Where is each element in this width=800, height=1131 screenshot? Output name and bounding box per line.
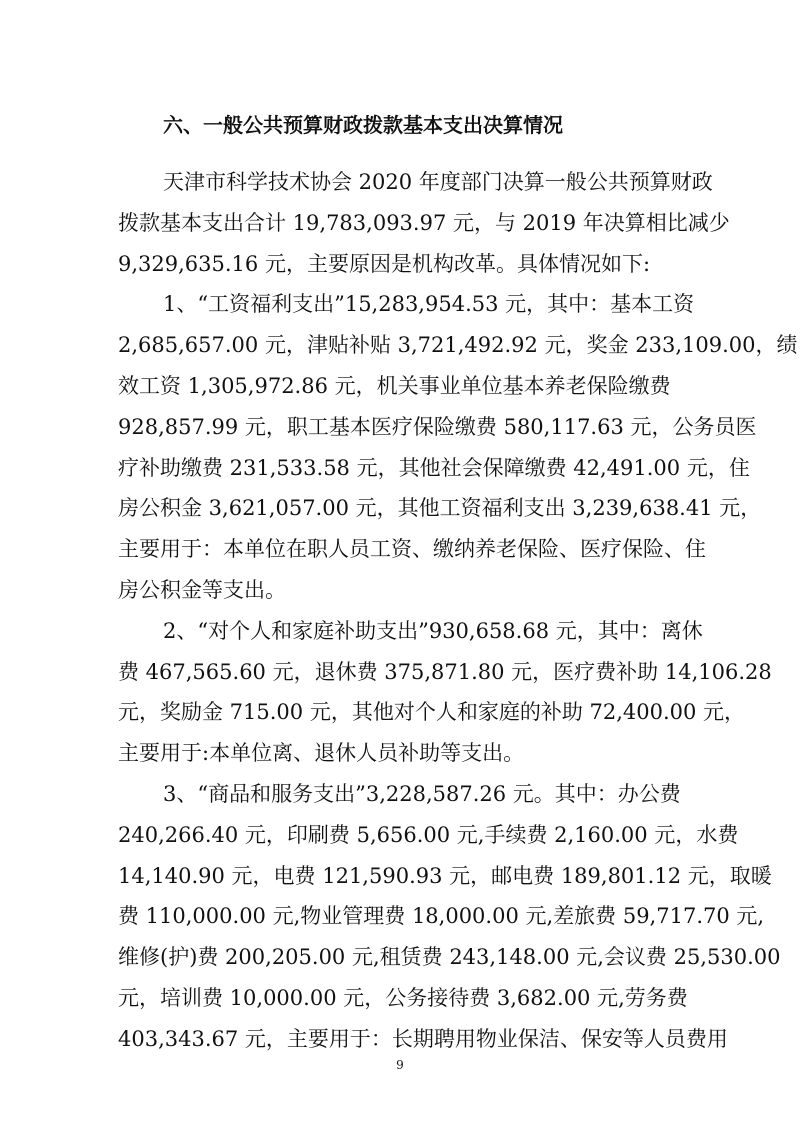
paragraph-salary-welfare bbox=[118, 284, 798, 610]
text-line: 928,857.99 元，职工基本医疗保险缴费 580,117.63 元，公务员医 bbox=[118, 414, 757, 439]
text-line: 效工资 1,305,972.86 元，机关事业单位基本养老保险缴费 bbox=[118, 373, 671, 398]
paragraph-goods-services bbox=[118, 774, 781, 1060]
section-heading: 六、一般公共预算财政拨款基本支出决算情况 bbox=[163, 113, 563, 137]
text-line: 天津市科学技术协会 2020 年度部门决算一般公共预算财政 bbox=[163, 170, 713, 194]
paragraph-household-subsidy bbox=[118, 611, 772, 774]
text-line: 房公积金等支出。 bbox=[118, 577, 286, 602]
text-line: 房公积金 3,621,057.00 元，其他工资福利支出 3,239,638.41 元， bbox=[118, 496, 762, 521]
text-line: 费 467,565.60 元，退休费 375,871.80 元，医疗费补助 14,106.28 bbox=[118, 659, 772, 684]
text-line: 主要用于:本单位离、退休人员补助等支出。 bbox=[118, 741, 525, 766]
text-line: 元，奖励金 715.00 元，其他对个人和家庭的补助 72,400.00 元， bbox=[118, 700, 746, 725]
paragraph-summary bbox=[118, 162, 730, 284]
text-line: 14,140.90 元，电费 121,590.93 元，邮电费 189,801.12 元，取暖 bbox=[118, 863, 772, 888]
text-line: 拨款基本支出合计 19,783,093.97 元，与 2019 年决算相比减少 bbox=[118, 210, 730, 235]
text-line: 1、“工资福利支出”15,283,954.53 元，其中：基本工资 bbox=[163, 292, 695, 317]
text-line: 2,685,657.00 元，津贴补贴 3,721,492.92 元，奖金 233,109.00，绩 bbox=[118, 333, 798, 358]
text-line: 2、“对个人和家庭补助支出”930,658.68 元，其中：离休 bbox=[163, 618, 703, 643]
text-line: 主要用于：本单位在职人员工资、缴纳养老保险、医疗保险、住 bbox=[118, 537, 706, 562]
text-line: 维修(护)费 200,205.00 元,租赁费 243,148.00 元,会议费 25,530.00 bbox=[118, 945, 781, 970]
text-line: 费 110,000.00 元,物业管理费 18,000.00 元,差旅费 59,717.70 元, bbox=[118, 904, 765, 929]
body-text bbox=[118, 162, 798, 1060]
page-number: 9 bbox=[396, 1058, 404, 1072]
text-line: 元，培训费 10,000.00 元，公务接待费 3,682.00 元,劳务费 bbox=[118, 985, 688, 1010]
text-line: 疗补助缴费 231,533.58 元，其他社会保障缴费 42,491.00 元，住 bbox=[118, 455, 750, 480]
text-line: 403,343.67 元，主要用于：长期聘用物业保洁、保安等人员费用 bbox=[118, 1026, 728, 1051]
text-line: 3、“商品和服务支出”3,228,587.26 元。其中：办公费 bbox=[163, 781, 681, 806]
text-line: 9,329,635.16 元，主要原因是机构改革。具体情况如下: bbox=[118, 251, 651, 276]
text-line: 240,266.40 元，印刷费 5,656.00 元,手续费 2,160.00 元，水费 bbox=[118, 822, 739, 847]
